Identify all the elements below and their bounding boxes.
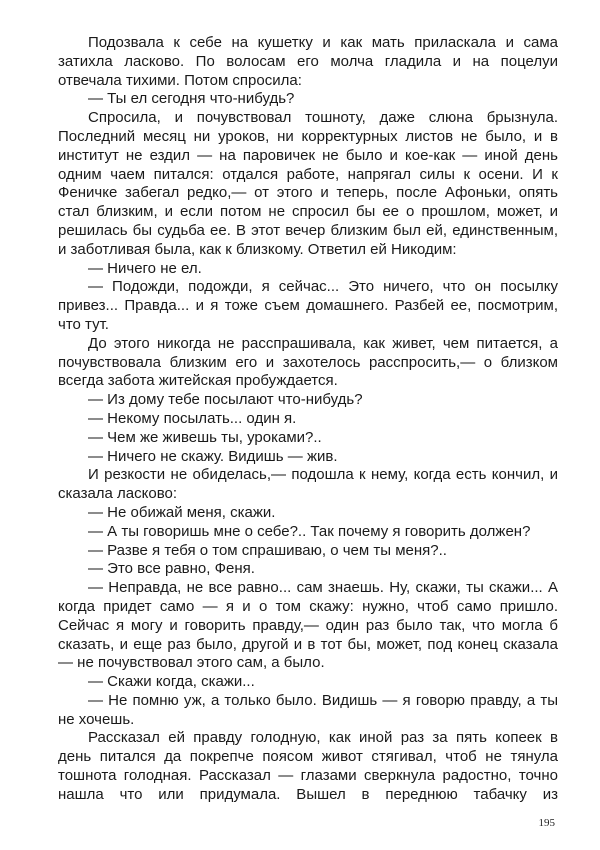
text-line: тошнота голодная. Рассказал — глазами сверкнула радостно, точно xyxy=(58,767,558,785)
text-line: что тут. xyxy=(58,315,109,333)
text-line: Последний месяц ни уроков, ни корректурных листов не было, и в xyxy=(58,127,558,145)
text-line: решилась бы судьба ее. В этот вечер близким был ей, единственным, xyxy=(58,221,558,239)
text-line: когда придет само — я и о том скажу: нужно, чтоб само пришло. xyxy=(58,597,558,615)
text-line: Подозвала к себе на кушетку и как мать приласкала и сама xyxy=(88,34,558,51)
paragraph xyxy=(58,34,558,90)
text-line: — не почувствовал этого сам, а было. xyxy=(58,654,325,672)
text-line: почувствовала близким его и захотелось расспросить,— о близком xyxy=(58,353,558,371)
text-line: нашла что или придумала. Вышел в переднюю табачку из xyxy=(58,785,558,803)
paragraph xyxy=(58,560,558,579)
text-line: — Ничего не ел. xyxy=(88,259,202,277)
text-line: затихла ласково. По волосам его молча гладила и на поцелуи xyxy=(58,52,558,70)
text-line: Рассказал ей правду голодную, как иной раз за пять копеек в xyxy=(88,729,558,747)
paragraph xyxy=(58,391,558,410)
text-line: и заботливая была, как к близкому. Ответил ей Никодим: xyxy=(58,240,457,258)
text-line: сказала ласково: xyxy=(58,485,178,503)
text-line: — Скажи когда, скажи... xyxy=(88,673,255,691)
paragraph xyxy=(58,466,558,504)
paragraph xyxy=(58,260,558,279)
text-line: сказать, и еще раз было, другой и в тот бы, может, под конец сказала xyxy=(58,635,558,653)
paragraph xyxy=(58,504,558,523)
text-line: — А ты говоришь мне о себе?.. Так почему я говорить должен? xyxy=(88,522,531,540)
text-line: — Ничего не скажу. Видишь — жив. xyxy=(88,447,338,465)
text-line: — Подожди, подожди, я сейчас... Это ничего, что он посылку xyxy=(88,278,558,296)
text-line: — Не помню уж, а только было. Видишь — я говорю правду, а ты xyxy=(88,691,558,709)
text-line: Сейчас я могу и говорить правду,— один раз было так, что могла б xyxy=(58,616,558,634)
text-line: — Из дому тебе посылают что-нибудь? xyxy=(88,391,363,409)
paragraph xyxy=(58,448,558,467)
paragraph xyxy=(58,729,558,804)
text-line: одним чаем питался: отдался работе, напрягал силы к осени. И к xyxy=(58,165,558,183)
paragraph xyxy=(58,278,558,334)
paragraph xyxy=(58,692,558,730)
paragraph xyxy=(58,542,558,561)
paragraph xyxy=(58,579,558,673)
paragraph xyxy=(58,335,558,391)
page-number: 195 xyxy=(538,817,555,829)
text-line: Спросила, и почувствовал тошноту, даже слюна брызнула. xyxy=(88,109,558,127)
text-line: привез... Правда... и я тоже съем домашнего. Разбей ее, посмотрим, xyxy=(58,297,558,315)
text-line: И резкости не обиделась,— подошла к нему, когда есть кончил, и xyxy=(88,466,558,484)
paragraph xyxy=(58,673,558,692)
text-line: — Неправда, не все равно... сам знаешь. Ну, скажи, ты скажи... А xyxy=(88,579,558,597)
text-line: — Ты ел сегодня что-нибудь? xyxy=(88,90,295,108)
text-line: — Не обижай меня, скажи. xyxy=(88,503,276,521)
paragraph xyxy=(58,410,558,429)
text-line: день питался да покрепче поясом живот стягивал, чтоб не тянула xyxy=(58,748,558,766)
text-line: — Разве я тебя о том спрашиваю, о чем ты меня?.. xyxy=(88,541,447,559)
text-line: Феничке забегал редко,— от этого и теперь, после Афоньки, опять xyxy=(58,184,558,202)
page-body xyxy=(58,34,558,805)
paragraph xyxy=(58,429,558,448)
paragraph xyxy=(58,109,558,259)
paragraph xyxy=(58,90,558,109)
text-line: До этого никогда не расспрашивала, как живет, чем питается, а xyxy=(88,334,558,352)
text-line: стал близким, и если потом не спросил бы ее о прошлом, может, и xyxy=(58,203,558,221)
text-line: не хочешь. xyxy=(58,710,135,728)
text-line: институт не ездил — на паровичек не было и кое-как — иной день xyxy=(58,146,558,164)
text-line: — Чем же живешь ты, уроками?.. xyxy=(88,428,322,446)
text-line: отвечала тихими. Потом спросила: xyxy=(58,71,302,89)
text-line: — Это все равно, Феня. xyxy=(88,560,255,578)
text-line: всегда забота житейская пробуждается. xyxy=(58,372,338,390)
paragraph xyxy=(58,523,558,542)
text-line: — Некому посылать... один я. xyxy=(88,409,297,427)
